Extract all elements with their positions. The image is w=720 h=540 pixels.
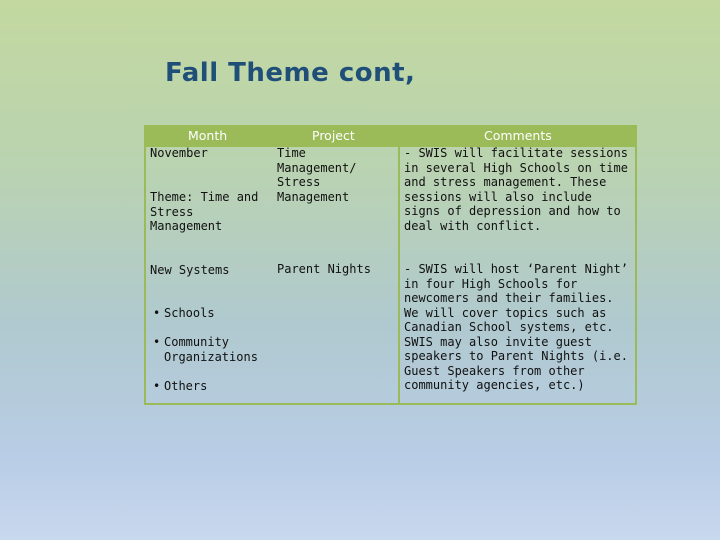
header-comments: Comments xyxy=(484,128,552,143)
header-project: Project xyxy=(312,128,355,143)
row2-month-list xyxy=(150,292,275,408)
row1-project: Time Management/ Stress Management xyxy=(277,146,357,204)
row1-comments: - SWIS will facilitate sessions in several High Schools on time and stress management. These sessions will also include signs of depression and how to deal with conflict. xyxy=(404,146,628,233)
list-item: • Schools xyxy=(150,306,275,321)
row1-month: November xyxy=(150,146,208,160)
row1-theme: Theme: Time and Stress Management xyxy=(150,190,259,233)
slide-title: Fall Theme cont, xyxy=(165,58,416,88)
list-item: • Community Organizations xyxy=(150,335,275,364)
row2-comments: - SWIS will host ‘Parent Night’ in four High Schools for newcomers and their families. We will cover topics such as Canadian School systems, etc. SWIS may also invite guest speakers to Parent Nights (i.e. Guest Speakers from other community agencies, etc.) xyxy=(404,262,628,392)
theme-table xyxy=(144,125,637,405)
row2-month xyxy=(150,248,275,422)
row2-project: Parent Nights xyxy=(277,262,371,276)
table-header-row xyxy=(146,127,635,147)
header-month: Month xyxy=(188,128,228,143)
column-divider xyxy=(398,127,400,403)
row2-month-title: New Systems xyxy=(150,262,230,277)
list-item: • Others xyxy=(150,379,275,394)
